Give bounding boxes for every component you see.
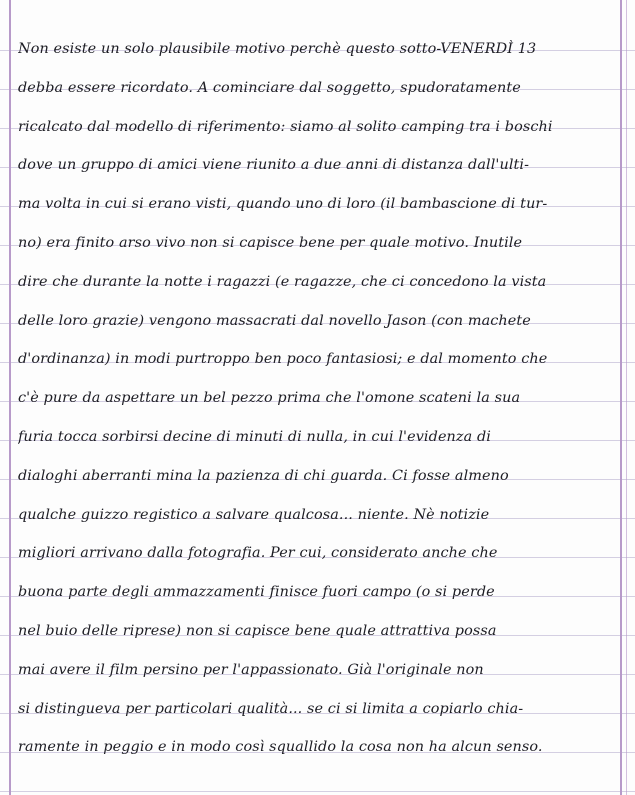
- handwritten-text: [18, 30, 618, 767]
- text-line: nel buio delle riprese) non si capisce bene quale attrattiva possa: [18, 622, 497, 639]
- text-line: ma volta in cui si erano visti, quando uno di loro (il bambascione di tur-: [18, 196, 548, 213]
- text-line: migliori arrivano dalla fotografia. Per cui, considerato anche che: [18, 545, 498, 562]
- text-line: ricalcato dal modello di riferimento: siamo al solito camping tra i boschi: [18, 118, 553, 135]
- text-line: dove un gruppo di amici viene riunito a due anni di distanza dall'ulti-: [18, 157, 530, 174]
- right-margin-line: [620, 0, 622, 795]
- text-line: c'è pure da aspettare un bel pezzo prima che l'omone scateni la sua: [18, 390, 521, 407]
- text-line: delle loro grazie) vengono massacrati dal novello Jason (con machete: [18, 312, 531, 329]
- text-line: buona parte degli ammazzamenti finisce fuori campo (o si perde: [18, 584, 495, 601]
- text-line: Non esiste un solo plausibile motivo perchè questo sotto-VENERDÌ 13: [18, 41, 537, 57]
- right-margin-line-inner: [626, 0, 627, 795]
- text-line: no) era finito arso vivo non si capisce bene per quale motivo. Inutile: [18, 234, 523, 251]
- text-line: qualche guizzo registico a salvare qualcosa... niente. Nè notizie: [18, 506, 490, 523]
- text-line: si distingueva per particolari qualità... se ci si limita a copiarlo chia-: [18, 700, 524, 717]
- left-margin-line: [9, 0, 11, 795]
- text-line: dialoghi aberranti mina la pazienza di chi guarda. Ci fosse almeno: [18, 467, 509, 484]
- text-line: ramente in peggio e in modo così squallido la cosa non ha alcun senso.: [18, 739, 543, 756]
- text-line: mai avere il film persino per l'appassionato. Già l'originale non: [18, 661, 484, 678]
- text-line: dire che durante la notte i ragazzi (e ragazze, che ci concedono la vista: [18, 273, 547, 290]
- text-line: furia tocca sorbirsi decine di minuti di nulla, in cui l'evidenza di: [18, 428, 491, 445]
- text-line: d'ordinanza) in modi purtroppo ben poco fantasiosi; e dal momento che: [18, 351, 548, 368]
- text-line: debba essere ricordato. A cominciare dal soggetto, spudoratamente: [18, 79, 521, 96]
